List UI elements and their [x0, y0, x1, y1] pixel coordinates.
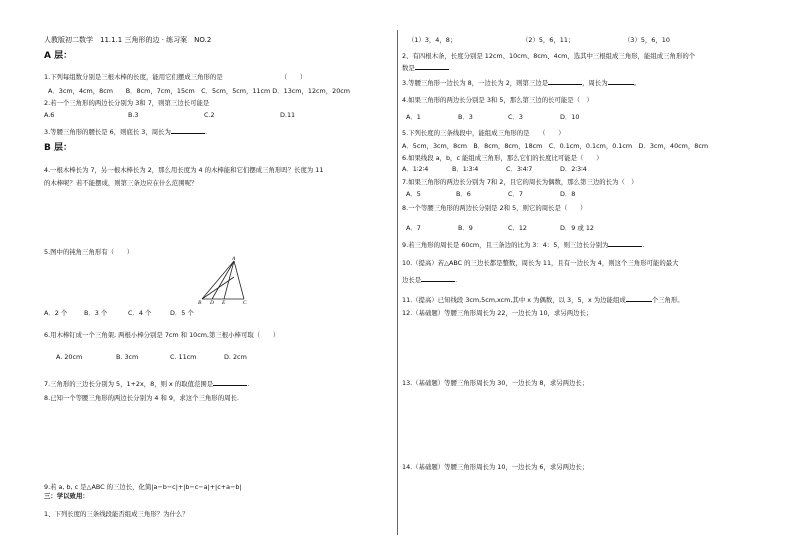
question-r4-option-a: A．1 — [406, 113, 421, 121]
question-r9-text: 9.若三角形的周长是 60cm，且三条边的比为 3：4：5，则三边长分别为 — [402, 241, 609, 249]
question-r11-end: 个三角形。 — [651, 296, 684, 304]
answer-blank — [608, 78, 634, 85]
answer-blank — [548, 78, 582, 85]
question-b5-option-a: A．2 个 — [44, 309, 68, 317]
vertex-label-c: C — [243, 300, 247, 305]
answer-blank — [415, 63, 449, 70]
question-b5-option-b: B．3 个 — [84, 309, 108, 317]
question-r10-end: . — [455, 276, 458, 284]
section-a-heading: A 层： — [44, 51, 73, 61]
question-r4-option-c: C．3 — [508, 113, 523, 121]
answer-blank — [213, 379, 250, 388]
question-b5: 5.图中的钝角三角形有（ ） — [44, 248, 134, 256]
question-r3 — [402, 78, 640, 87]
section-b-heading: B 层： — [44, 143, 72, 153]
question-b4-line2: 的木棒呢？若不能摆成，则第三条边应在什么范围呢？ — [44, 179, 198, 187]
answer-blank — [608, 240, 645, 249]
question-b4-line1: 4.一根木棒长为 7，另一根木棒长为 2，那么用长度为 4 的木棒能和它们摆成三角形吗？长度为 11 — [44, 166, 324, 174]
question-r8: 8.一个等腰三角形的两边长分别是 2和 5，则它的周长是（ ） — [402, 204, 587, 212]
question-r11 — [402, 295, 684, 304]
question-r10-line2 — [402, 275, 457, 284]
question-r14: 14.（基础题）等腰三角形周长为 10，一边长为 6，求另两边长； — [402, 463, 589, 471]
question-r5: 5.下列长度的三条线段中，能组成三角形的是 （ ） — [402, 129, 565, 137]
question-r3-end: 。 — [633, 79, 641, 87]
question-b6-option-b: B. 3cm — [116, 353, 139, 361]
answer-blank — [421, 275, 458, 284]
question-r3-text: 3.等腰三角形一边长为 8，一边长为 2，则第三边是 — [402, 79, 549, 87]
vertex-label-d: D — [210, 300, 214, 305]
question-b6: 6.用木棒钉成一个三角架, 两根小棒分别是 7cm 和 10cm,第三根小棒可取（ ） — [44, 331, 280, 339]
question-r7-option-d: D．8 — [560, 190, 576, 198]
question-r7-option-b: B．6 — [456, 190, 471, 198]
question-a1 — [44, 73, 306, 81]
question-r13: 13.（基础题）等腰三角形周长为 30，一边长为 8，求另两边长； — [402, 379, 589, 387]
options-set-3: （3）5，6，10 — [624, 36, 670, 44]
question-r9 — [402, 240, 644, 249]
question-r12: 12.（基础题）等腰三角形周长为 22，一边长为 10，求另两边长； — [402, 309, 593, 317]
question-r11-text: 11.（提高）已知线段 3cm,5cm,xcm,其中 x 为偶数，以 3，5，x 为边能组成 — [402, 296, 626, 304]
question-r6-option-c: C．3∶4∶7 — [506, 165, 533, 173]
answer-paren: （ ） — [280, 73, 307, 81]
question-r8-option-b: B．9 — [458, 224, 473, 232]
question-r8-option-a: A．7 — [406, 224, 421, 232]
question-r2-text: 数是 — [402, 64, 415, 72]
answer-blank — [626, 295, 652, 302]
question-b8: 8.已知一个等腰三角形的两边长分别为 4 和 9，求这个三角形的周长. — [44, 394, 239, 402]
question-b5-option-d: D．5 个 — [170, 309, 194, 317]
question-r9-end: . — [642, 241, 645, 249]
question-a2-option-a: A.6 — [44, 111, 55, 119]
question-r2-line2 — [402, 63, 449, 72]
question-r6-option-d: D．2∶3∶4 — [560, 165, 587, 173]
vertex-label-a: A — [232, 256, 236, 262]
question-b6-option-c: C. 11cm — [170, 353, 197, 361]
question-b7 — [44, 379, 249, 388]
question-r4-option-b: B．3 — [458, 113, 473, 121]
question-a1-options: A．3cm，4cm，8cm B．8cm，7cm，15cm C．5cm，5cm，11cm D．13cm，12cm，20cm — [48, 87, 351, 95]
question-c1: 1、下列长度的三条线段能否组成三角形？为什么？ — [44, 510, 189, 518]
question-r6: 6.如果线段 a，b，c 能组成三角形，那么它们的长度比可能是（ ） — [402, 154, 603, 162]
vertex-label-b: B — [198, 300, 202, 305]
question-b7-end: . — [247, 380, 250, 388]
question-a1-text: 1.下列每组数分别是三根木棒的长度，能用它们摆成三角形的是 — [44, 73, 223, 81]
answer-blank — [171, 127, 205, 134]
vertex-label-e: E — [222, 300, 226, 305]
obtuse-triangle-figure — [198, 255, 254, 305]
question-a2-option-d: D.11 — [280, 111, 296, 119]
question-r6-option-a: A．1∶2∶4 — [402, 165, 429, 173]
question-r2-line1: 2、有四根木条，长度分别是 12cm、10cm、8cm、4cm，选其中三根组成三角形，能组成三角形的个 — [402, 52, 696, 60]
question-r4-option-d: D．10 — [560, 113, 580, 121]
question-r10-text: 边长是 — [402, 276, 422, 284]
question-r7-option-a: A．5 — [406, 190, 421, 198]
question-r8-option-c: C．12 — [508, 224, 527, 232]
question-a3-end: . — [204, 128, 207, 136]
options-set-2: （2）5，6，11； — [522, 36, 575, 44]
question-b7-text: 7.三角形的三边长分别为 5，1+2x，8，则 x 的取值范围是 — [44, 380, 214, 388]
question-r10-line1: 10.（提高）若△ABC 的三边长都是整数，周长为 11，且有一边长为 4，则这个三角形可能的最大 — [402, 259, 679, 267]
question-r6-option-b: B．1∶3∶4 — [452, 165, 479, 173]
question-r7: 7.如果三角形的两边长分别为 7和 2，且它的周长为偶数，那么第三边的长为（ ） — [402, 178, 638, 186]
question-a2-option-c: C.2 — [204, 111, 215, 119]
question-r8-option-d: D．9 或 12 — [560, 224, 594, 232]
worksheet-header: 人教版初二数学 11.1.1 三角形的边 · 练习案 NO.2 — [44, 36, 212, 44]
column-divider — [397, 30, 398, 535]
section-c-heading: 三：学以致用： — [44, 492, 89, 500]
question-a2: 2.若一个三角形的两边长分别为 3和 7，则第三边长可能是 — [44, 99, 210, 107]
question-b5-option-c: C．4 个 — [128, 309, 152, 317]
question-b6-option-d: D. 2cm — [224, 353, 247, 361]
question-r7-option-c: C．7 — [508, 190, 523, 198]
options-set-1: （1）3，4，8； — [408, 36, 457, 44]
question-a3 — [44, 127, 207, 136]
question-a3-text: 3.等腰三角形的腰长是 6，则底长 3，周长为 — [44, 128, 171, 136]
question-b6-option-a: A. 20cm — [56, 353, 83, 361]
question-a2-option-b: B.3 — [128, 111, 139, 119]
question-b9: 9.若 a, b, c 是△ABC 的三边长，化简|a−b−c|+|b−c−a|+|c+a−b| — [44, 483, 242, 491]
question-r5-options: A．5cm，3cm，8cm B．8cm，8cm，18cm C．0.1cm，0.1cm，0.1cm D．3cm，40cm，8cm — [402, 142, 709, 150]
question-r3-mid: ，周长为 — [582, 79, 608, 87]
question-r4: 4.如果三角形的两边长分别是 3和 5，那么第三边的长可能是（ ） — [402, 96, 593, 104]
